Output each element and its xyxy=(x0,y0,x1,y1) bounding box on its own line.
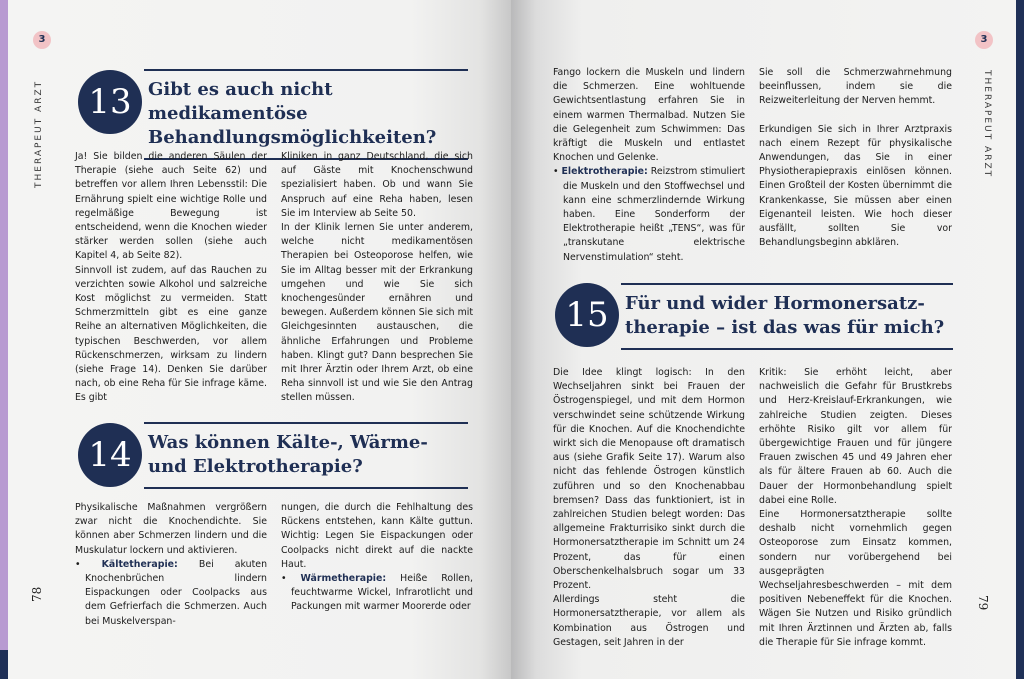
left-page xyxy=(8,0,511,679)
paragraph: nungen, die durch die Fehlhaltung des Rückens entstehen, kann Kälte guttun. Wichtig: Legen Sie Eispackungen oder Coolpacks nicht direkt auf die nackte Haut. xyxy=(281,502,473,570)
paragraph: Kliniken in ganz Deutschland, die sich auf Gäste mit Knochenschwund spezialisiert haben. Ob und wann Sie Anspruch auf eine Reha haben, lesen Sie im Interview ab Seite 50. xyxy=(281,151,473,219)
question-number-badge: 13 xyxy=(78,70,142,134)
question-heading xyxy=(144,422,468,489)
heading-line: Behandlungsmöglichkeiten? xyxy=(148,127,437,148)
heading-line: Für und wider Hormonersatz- xyxy=(625,293,925,314)
cover-edge-left-bottom xyxy=(0,650,8,679)
text-column xyxy=(281,501,473,615)
heading-line: und Elektrotherapie? xyxy=(148,456,363,477)
text-column xyxy=(553,66,745,265)
paragraph: Allerdings steht die Hormonersatztherapie, vor allem als Kombination aus Östrogen und Gestagen, seit Jahren in der xyxy=(553,594,745,648)
paragraph: Ja! Sie bilden die anderen Säulen der Therapie (siehe auch Seite 62) und betreffen vor allem Ihren Lebensstil: Die Ernährung spielt eine wichtige Rolle und regelmäßige Bewegung ist entscheidend, wenn die Knochen wieder stärker werden sollen (siehe auch Kapitel 4, ab Seite 82). xyxy=(75,151,267,262)
paragraph: Physikalische Maßnahmen vergrößern zwar nicht die Knochendichte. Sie können aber Schmerzen lindern und die Muskulatur lockern und aktivieren. xyxy=(75,502,267,556)
paragraph: Erkundigen Sie sich in Ihrer Arztpraxis nach einem Rezept für physikalische Anwendungen, das Sie in einer Physiotherapiepraxis einlösen können. Einen Großteil der Kosten übernimmt die Krankenkasse, Sie müssen aber einen Eigenanteil leisten. Wie hoch dieser ausfällt, sollten Sie vor Behandlungsbeginn abklären. xyxy=(759,123,952,249)
chapter-tab: 3 xyxy=(975,31,993,49)
bullet-label: Kältetherapie: xyxy=(101,558,178,570)
chapter-tab: 3 xyxy=(33,31,51,49)
bullet-label: Wärmetherapie: xyxy=(300,573,387,585)
page-number: 79 xyxy=(976,595,990,611)
cover-edge-left xyxy=(0,0,8,679)
text-column xyxy=(759,366,952,650)
text-column xyxy=(281,150,473,406)
right-page xyxy=(511,0,1016,679)
question-heading xyxy=(144,69,468,160)
text-column xyxy=(553,366,745,650)
cover-edge-right xyxy=(1016,0,1024,679)
side-label: THERAPEUT ARZT xyxy=(34,79,44,188)
question-heading xyxy=(621,283,953,350)
text-column xyxy=(75,150,267,406)
page-number: 78 xyxy=(30,586,44,602)
bullet-item: • Kältetherapie: Bei akuten Knochenbrüchen lindern Eispackungen oder Coolpacks aus dem Gefrierfach die Schmerzen. Auch bei Muskelverspan- xyxy=(75,558,268,627)
text-column xyxy=(75,501,267,629)
paragraph: Kritik: Sie erhöht leicht, aber nachweislich die Gefahr für Brustkrebs und Herz-Kreislauf-Erkrankungen, wie zahlreiche Studien zeigten. Dieses erhöhte Risiko gilt vor allem für übergewichtige Frauen und für jüngere Frauen zwischen 45 und 49 Jahren eher als für ältere Frauen ab 60. Auch die Dauer der Hormonbehandlung spielt dabei eine Rolle. xyxy=(759,367,952,506)
bullet-text: Bei akuten Knochenbrüchen lindern Eispackungen oder Coolpacks aus dem Gefrierfach die Schmerzen. Auch bei Muskelverspan- xyxy=(85,558,268,627)
bullet-text: Reizstrom stimuliert die Muskeln und den Stoffwechsel und kann eine schmerzlindernde Wirkung haben. Eine Sonderform der Elektrotherapie heißt „TENS“, was für „transkutane elektrische Nervenstimulation“ steht. xyxy=(563,166,745,263)
bullet-text: Heiße Rollen, feuchtwarme Wickel, Infrarotlicht und Packungen mit warmer Moorerde oder xyxy=(291,573,473,613)
paragraph: Sie soll die Schmerzwahrnehmung beeinflussen, indem sie die Reizweiterleitung der Nerven hemmt. xyxy=(759,67,952,107)
bullet-item: • Elektrotherapie: Reizstrom stimuliert die Muskeln und den Stoffwechsel und kann eine schmerzlindernde Wirkung haben. Eine Sonderform der Elektrotherapie heißt „TENS“, was für „transkutane elektrische Nervenstimulation“ steht. xyxy=(553,166,745,263)
paragraph: Sinnvoll ist zudem, auf das Rauchen zu verzichten sowie Alkohol und salzreiche Kost möglichst zu vermeiden. Statt Schmerzmitteln gibt es eine ganze Reihe an alternativen Möglichkeiten, die typischen Beschwerden, vor allem Rückenschmerzen, wirksam zu lindern (siehe Frage 14). Denken Sie darüber nach, ob eine Reha für Sie infrage käme. Es gibt xyxy=(75,264,267,404)
paragraph: Eine Hormonersatztherapie sollte deshalb nicht vornehmlich gegen Osteoporose zum Einsatz kommen, sondern nur vorübergehend bei ausgeprägten Wechseljahresbeschwerden – mit dem positiven Nebeneffekt für die Knochen. Wägen Sie Nutzen und Risiko gründlich mit Ihren Ärztinnen und Ärzten ab, falls die Therapie für Sie infrage kommt. xyxy=(759,509,952,648)
side-label: THERAPEUT ARZT xyxy=(982,70,992,179)
text-column xyxy=(759,66,952,250)
paragraph: Fango lockern die Muskeln und lindern die Schmerzen. Eine wohltuende Gewichtsentlastung erfahren Sie in einem warmen Thermalbad. Nutzen Sie die Gelegenheit zum Schwimmen: Das kräftigt die Muskeln und entlastet Knochen und Gelenke. xyxy=(553,67,745,164)
heading-line: Was können Kälte-, Wärme- xyxy=(148,432,428,453)
paragraph: In der Klinik lernen Sie unter anderem, welche nicht medikamentösen Therapien bei Osteoporose helfen, wie Sie im Alltag besser mit der Erkrankung umgehen und wie Sie sich knochengesünder ernähren und bewegen. Außerdem können Sie sich mit Gleichgesinnten austauschen, die ähnliche Erfahrungen und Probleme haben. Klingt gut? Dann besprechen Sie mit Ihrer Ärztin oder Ihrem Arzt, ob eine Reha sinnvoll ist und wie Sie den Antrag stellen müssen. xyxy=(281,222,474,404)
bullet-label: Elektrotherapie: xyxy=(561,166,648,178)
question-number-badge: 15 xyxy=(555,283,619,347)
heading-line: therapie – ist das was für mich? xyxy=(625,317,945,338)
heading-line: Gibt es auch nicht medikamentöse xyxy=(148,79,333,124)
paragraph: Die Idee klingt logisch: In den Wechseljahren sinkt bei Frauen der Östrogenspiegel, und mit dem Hormon verschwindet seine schützende Wirkung für die Knochen. Auf die Knochendichte wirkt sich die Menopause oft dramatisch aus (siehe Grafik Seite 17). Warum also nicht das fehlende Östrogen künstlich zuführen und so den Knochenabbau bremsen? Dass das funktioniert, ist in zahlreichen Studien belegt worden: Das allgemeine Frakturrisiko sinkt durch die Hormonersatztherapie im Schnitt um 24 Prozent, das für einen Oberschenkelhalsbruch sogar um 33 Prozent. xyxy=(553,367,745,592)
question-number-badge: 14 xyxy=(78,423,142,487)
bullet-item: • Wärmetherapie: Heiße Rollen, feuchtwarme Wickel, Infrarotlicht und Packungen mit warmer Moorerde oder xyxy=(281,573,473,613)
